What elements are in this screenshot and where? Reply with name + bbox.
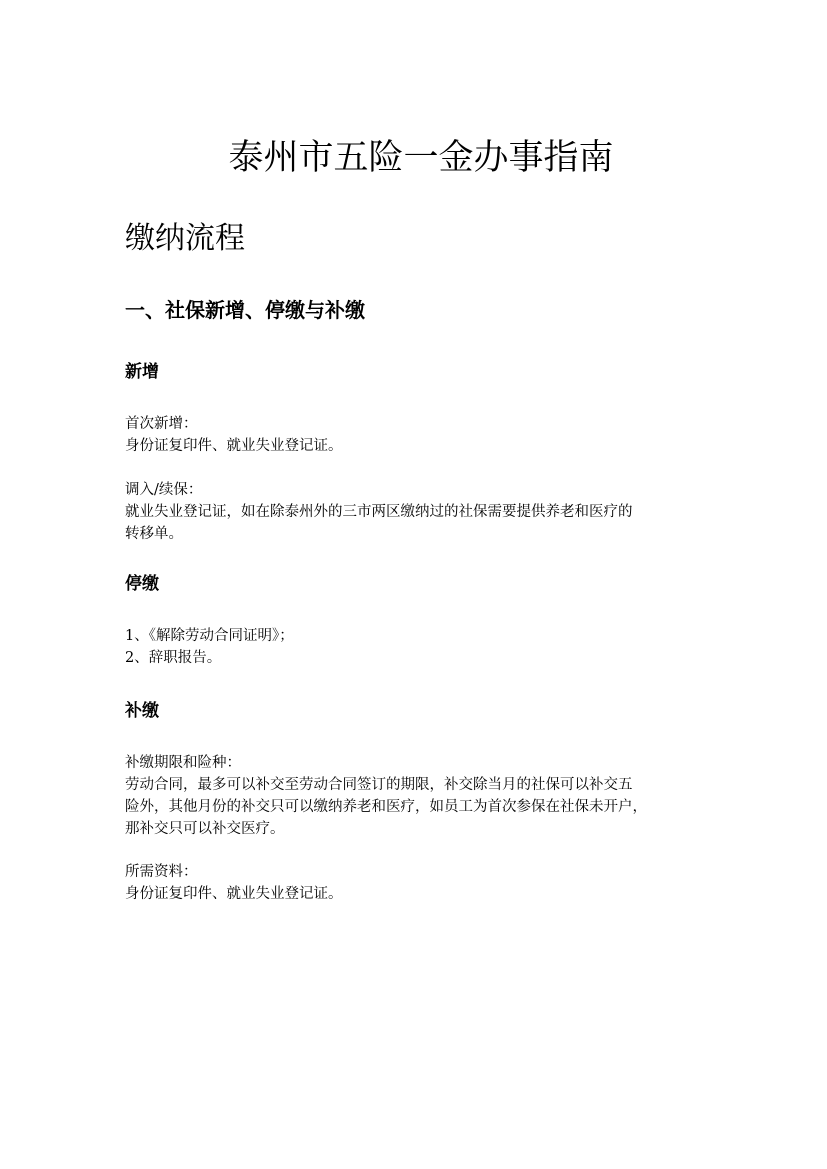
tingjiao-list [125, 625, 710, 669]
xinzeng-transfer-label: 调入/续保： [125, 482, 203, 498]
tingjiao-item-1: 1、《解除劳动合同证明》； [125, 628, 294, 644]
xinzeng-heading: 新增 [125, 362, 159, 382]
xinzeng-first-block [125, 413, 710, 457]
section-heading: 缴纳流程 [125, 221, 245, 256]
bujiao-heading: 补缴 [125, 701, 159, 721]
document-title: 泰州市五险一金办事指南 [228, 138, 614, 178]
bujiao-materials-block [125, 861, 710, 905]
xinzeng-first-label: 首次新增： [125, 416, 198, 432]
bujiao-period-label: 补缴期限和险种： [125, 755, 241, 771]
bujiao-period-block [125, 752, 710, 840]
bujiao-period-line1: 劳动合同，最多可以补交至劳动合同签订的期限，补交除当月的社保可以补交五 [125, 777, 633, 793]
xinzeng-transfer-block [125, 479, 710, 545]
xinzeng-transfer-line2: 转移单。 [125, 526, 183, 542]
subsection-heading: 一、社保新增、停缴与补缴 [125, 298, 365, 322]
bujiao-materials-text: 身份证复印件、就业失业登记证。 [125, 886, 343, 902]
tingjiao-item-2: 2、辞职报告。 [125, 650, 222, 666]
xinzeng-first-text: 身份证复印件、就业失业登记证。 [125, 438, 343, 454]
tingjiao-heading: 停缴 [125, 574, 159, 594]
bujiao-materials-label: 所需资料： [125, 864, 198, 880]
xinzeng-transfer-line1: 就业失业登记证，如在除泰州外的三市两区缴纳过的社保需要提供养老和医疗的 [125, 504, 633, 520]
bujiao-period-line2: 险外，其他月份的补交只可以缴纳养老和医疗，如员工为首次参保在社保未开户， [125, 799, 647, 815]
bujiao-period-line3: 那补交只可以补交医疗。 [125, 821, 285, 837]
